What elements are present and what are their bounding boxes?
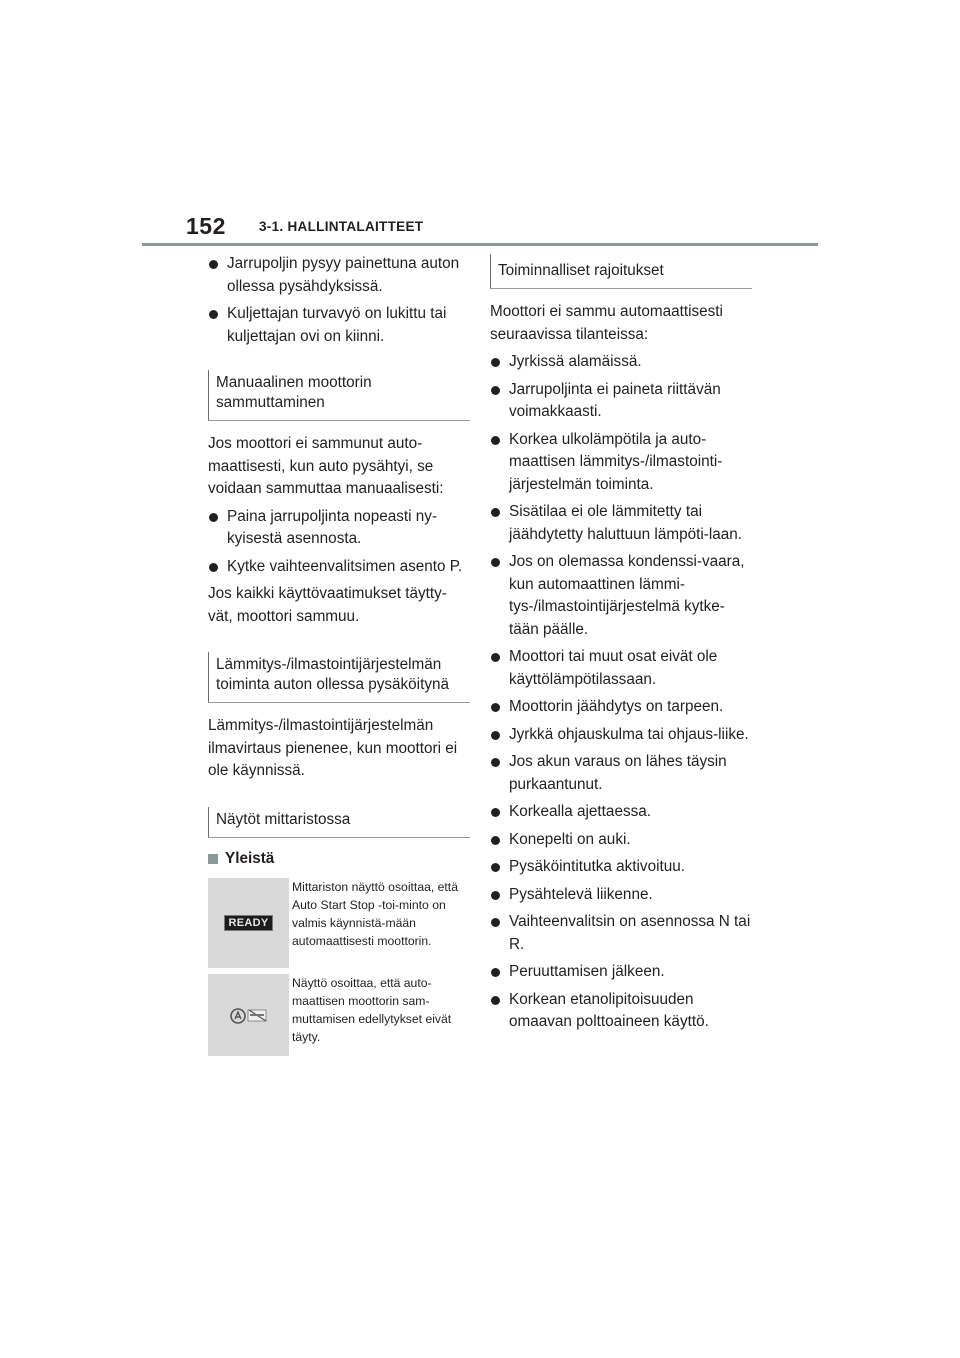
bullet-icon	[491, 918, 500, 927]
heading-displays: Näytöt mittaristossa	[208, 807, 470, 838]
section-title: 3-1. HALLINTALAITTEET	[259, 219, 424, 234]
list-item: Korkean etanolipitoisuuden omaavan polttoaineen käyttö.	[490, 989, 752, 1034]
limits-intro: Moottori ei sammu automaattisesti seuraavissa tilanteissa:	[490, 303, 723, 343]
auto-stop-icon	[229, 1002, 269, 1028]
list-item: Korkealla ajettaessa.	[490, 801, 752, 824]
list-item: Moottori tai muut osat eivät ole käyttölämpötilassaan.	[490, 646, 752, 691]
list-item: Moottorin jäähdytys on tarpeen.	[490, 696, 752, 719]
display-row-ready	[208, 878, 470, 968]
manual-outro: Jos kaikki käyttövaatimukset täytty-vät, moottori sammuu.	[208, 585, 447, 625]
manual-intro: Jos moottori ei sammunut auto-maattisesti, kun auto pysähtyi, se voidaan sammuttaa manuaalisesti:	[208, 435, 444, 497]
bullet-icon	[491, 508, 500, 517]
subhead-general: Yleistä	[208, 850, 470, 868]
heading-manual-stop: Manuaalinen moottorin sammuttaminen	[208, 370, 470, 421]
list-item: Kytke vaihteenvalitsimen asento P.	[208, 556, 470, 579]
bullet-icon	[491, 863, 500, 872]
bullet-icon	[491, 996, 500, 1005]
bullet-icon	[491, 358, 500, 367]
bullet-icon	[209, 513, 218, 522]
bullet-icon	[491, 703, 500, 712]
bullet-icon	[209, 260, 218, 269]
list-item: Jarrupoljin pysyy painettuna auton ollessa pysähdyksissä.	[208, 253, 470, 298]
page-number: 152	[186, 213, 226, 239]
display-description: Näyttö osoittaa, että auto-maattisen moottorin sam-muttamisen edellytykset eivät täyty.	[292, 975, 452, 1044]
right-column	[490, 253, 752, 1039]
left-column	[208, 253, 470, 1062]
list-item: Paina jarrupoljinta nopeasti ny-kyisestä asennosta.	[208, 506, 470, 551]
list-item: Jarrupoljinta ei paineta riittävän voimakkaasti.	[490, 379, 752, 424]
bullet-icon	[491, 808, 500, 817]
list-item: Jos on olemassa kondenssi-vaara, kun automaattinen lämmi-tys-/ilmastointijärjestelmä kytke-tään päälle.	[490, 551, 752, 641]
heading-heating: Lämmitys-/ilmastointijärjestelmän toiminta auton ollessa pysäköitynä	[208, 652, 470, 703]
heating-text: Lämmitys-/ilmastointijärjestelmän ilmavirtaus pienenee, kun moottori ei ole käynnissä.	[208, 717, 458, 779]
display-row-stop-disabled	[208, 974, 470, 1056]
list-item: Peruuttamisen jälkeen.	[490, 961, 752, 984]
square-bullet-icon	[208, 854, 218, 864]
bullet-icon	[491, 653, 500, 662]
display-description: Mittariston näyttö osoittaa, että Auto Start Stop -toi-minto on valmis käynnistä-mään automaattisesti moottorin.	[292, 879, 458, 948]
bullet-icon	[491, 386, 500, 395]
header-rule	[142, 243, 818, 246]
list-item: Jyrkissä alamäissä.	[490, 351, 752, 374]
bullet-icon	[209, 310, 218, 319]
heading-limits: Toiminnalliset rajoitukset	[490, 254, 752, 289]
bullet-icon	[491, 891, 500, 900]
auto-start-stop-disabled-icon	[208, 974, 289, 1056]
limits-list	[490, 351, 752, 1034]
bullet-icon	[491, 558, 500, 567]
bullet-icon	[209, 563, 218, 572]
list-item: Konepelti on auki.	[490, 829, 752, 852]
bullet-icon	[491, 968, 500, 977]
list-item: Sisätilaa ei ole lämmitetty tai jäähdytetty haluttuun lämpöti-laan.	[490, 501, 752, 546]
list-item: Jyrkkä ohjauskulma tai ohjaus-liike.	[490, 724, 752, 747]
list-item: Kuljettajan turvavyö on lukittu tai kuljettajan ovi on kiinni.	[208, 303, 470, 348]
list-item: Pysähtelevä liikenne.	[490, 884, 752, 907]
bullet-icon	[491, 436, 500, 445]
list-item: Korkea ulkolämpötila ja auto-maattisen lämmitys-/ilmastointi-järjestelmän toiminta.	[490, 429, 752, 497]
bullet-icon	[491, 731, 500, 740]
bullet-icon	[491, 758, 500, 767]
list-item: Jos akun varaus on lähes täysin purkaantunut.	[490, 751, 752, 796]
list-item: Vaihteenvalitsin on asennossa N tai R.	[490, 911, 752, 956]
list-item: Pysäköintitutka aktivoituu.	[490, 856, 752, 879]
ready-indicator-icon: READY	[208, 878, 289, 968]
bullet-icon	[491, 836, 500, 845]
